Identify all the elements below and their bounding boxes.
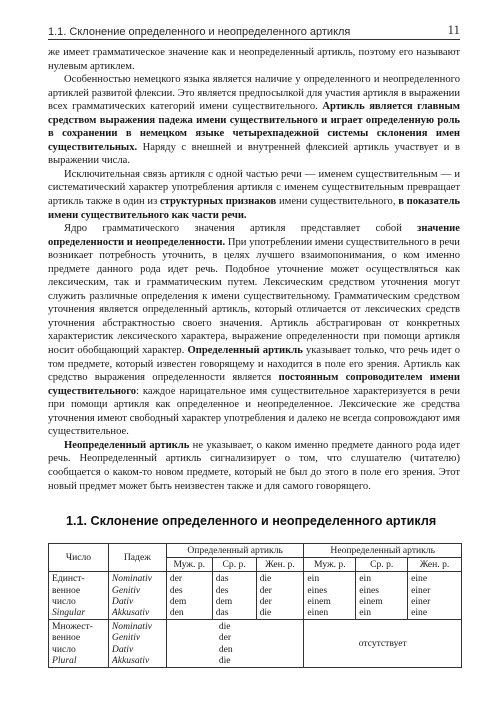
paragraph (48, 73, 460, 168)
bold-text: в показатель имени существительного как части речи. (48, 196, 460, 221)
bold-text: Артикль является главным средством выражения падежа имени существительного и играет определенную роль в сохранении в немецком языке четырехпадежной системы склонения имен существительных. (48, 101, 460, 153)
indef-plural-cell: отсутствует (304, 620, 462, 668)
text-run: указывает только, что речь идет о том предмете, который известен говорящему и находится в поле его зрения. Артикль как средство выражения определенности является (48, 345, 460, 384)
bold-text: Определенный артикль (187, 345, 303, 357)
text-run: При употреблении имени существительного в речи возникает потребность уточнить, в целях лучшего взаимопонимания, о ком именно предмете данного рода идет речь. Подобное уточнение может осуществляться как лексическим, так и грамматическим путем. Лексическим средством уточнения могут служить различные определения к имени существительному. Грамматическим средством уточнения является определенный артикль, который отличается от лексических средств уточнения абстрактностью своего значения. Артикль абстрагирован от конкретных характеристик лексического характера, выражение определенности при помощи артикля носит обобщающий характер. (48, 236, 460, 357)
body-text (48, 46, 460, 493)
def-plural-cell: die der den die (166, 620, 304, 668)
bold-text: значение определенности и неопределенности. (48, 223, 460, 248)
paragraph (48, 439, 460, 493)
bold-text: постоянным сопроводителем имени существительного (48, 372, 460, 397)
text-run: Исключительная связь артикля с одной частью речи — именем существительным — и систематический характер употребления артикля с именем существительным превращает артикль также в один из (48, 168, 460, 208)
text-run: имени существительного, (276, 196, 399, 208)
paragraph (48, 222, 460, 439)
text-run: : каждое нарицательное имя существительное характеризуется в речи при помощи артикля как определенное и неопределенное. Лексические же средства уточнения имеют свободный характер употребления и далеко не всегда сопровождают имя существительное. (48, 385, 460, 438)
header-number: Число (49, 544, 109, 572)
header-rule (48, 39, 460, 40)
def-neut-cell: das des dem das (212, 572, 256, 620)
header-case: Падеж (108, 544, 166, 572)
cases-cell: Nominativ Genitiv Dativ Akkusativ (108, 572, 166, 620)
text-run: же имеет грамматическое значение как и неопределенный артикль, поэтому его называют нулевым артиклем. (48, 47, 460, 72)
cases-cell: Nominativ Genitiv Dativ Akkusativ (108, 620, 166, 668)
text-run: не указывает, о каком именно предмете данного рода идет речь. Неопределенный артикль сигнализирует о том, что слушателю (читателю) сообщается о каком-то новом предмете, который не был до этого в поле его зрения. Этот новый предмет может быть неизвестен также и для самого говорящего. (48, 439, 460, 492)
header-def-neut: Ср. р. (212, 558, 256, 572)
bold-text: структурных признаков (159, 196, 277, 208)
header-indef-masc: Муж. р. (304, 558, 356, 572)
header-indef-fem: Жен. р. (408, 558, 462, 572)
header-definite: Определенный артикль (166, 544, 304, 558)
text-run: Особенностью немецкого языка является наличие у определенного и неопределенного артиклей развитой флексии. Это является предпосылкой для участия артикля в выражении всех грамматических категорий имени существительного. (48, 74, 460, 113)
indef-neut-cell: ein eines einem ein (356, 572, 408, 620)
declension-table (48, 543, 462, 668)
section-title: 1.1. Склонение определенного и неопределенного артикля (66, 514, 437, 528)
header-indef-neut: Ср. р. (356, 558, 408, 572)
table-row-plural (49, 620, 462, 668)
number-cell: Множест- венное число Plural (49, 620, 109, 668)
def-fem-cell: die der der die (256, 572, 304, 620)
page-number: 11 (447, 22, 460, 37)
running-title: 1.1. Склонение определенного и неопределенного артикля (48, 26, 351, 38)
number-cell: Единст- венное число Singular (49, 572, 109, 620)
header-def-masc: Муж. р. (166, 558, 212, 572)
def-masc-cell: der des dem den (166, 572, 212, 620)
header-def-fem: Жен. р. (256, 558, 304, 572)
paragraph (48, 168, 460, 222)
running-header (48, 22, 460, 38)
indef-masc-cell: ein eines einem einen (304, 572, 356, 620)
paragraph (48, 46, 460, 73)
header-indefinite: Неопределенный артикль (304, 544, 462, 558)
indef-fem-cell: eine einer einer eine (408, 572, 462, 620)
text-run: Наряду с внешней и внутренней флексией артикль участвует и в выражении числа. (48, 141, 460, 167)
table-row-singular (49, 572, 462, 620)
bold-text: Неопределенный артикль (64, 439, 190, 451)
text-run: Ядро грамматического значения артикля представляет собой (64, 223, 418, 235)
